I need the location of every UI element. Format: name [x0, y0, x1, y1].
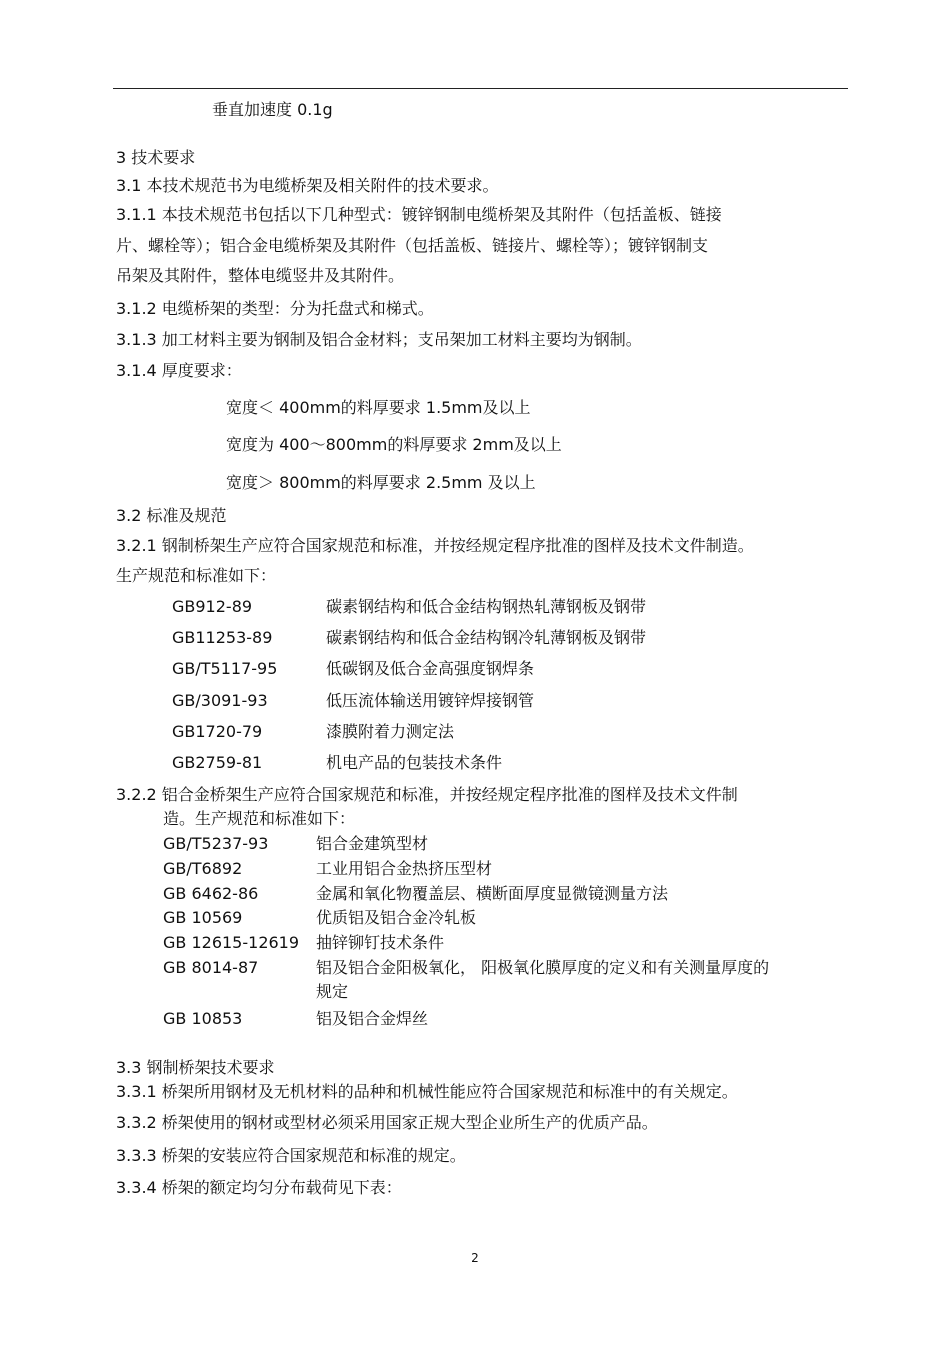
standard-code: GB/3091-93: [172, 691, 268, 710]
clause-3-3-1: 3.3.1 桥架所用钢材及无机材料的品种和机械性能应符合国家规范和标准中的有关规定。: [116, 1082, 738, 1101]
clause-3-3-3: 3.3.3 桥架的安装应符合国家规范和标准的规定。: [116, 1146, 466, 1165]
standard-desc: 碳素钢结构和低合金结构钢冷轧薄钢板及钢带: [326, 628, 647, 647]
clause-3-1-1-line2: 片、螺栓等）；铝合金电缆桥架及其附件（包括盖板、链接片、螺栓等）；镀锌钢制支: [116, 236, 709, 255]
standard-code: GB2759-81: [172, 753, 263, 772]
standard-desc: 碳素钢结构和低合金结构钢热轧薄钢板及钢带: [326, 597, 647, 616]
standard-desc: 金属和氧化物覆盖层、横断面厚度显微镜测量方法: [316, 884, 669, 903]
standard-code: GB/T5117-95: [172, 659, 278, 678]
header-line: 垂直加速度 0.1g: [212, 100, 333, 119]
standard-code: GB/T5237-93: [163, 834, 269, 853]
standard-desc: 铝及铝合金阳极氧化， 阳极氧化膜厚度的定义和有关测量厚度的: [316, 958, 770, 977]
clause-3-2-1-line1: 3.2.1 钢制桥架生产应符合国家规范和标准，并按经规定程序批准的图样及技术文件制造。: [116, 536, 754, 555]
standard-desc: 机电产品的包装技术条件: [326, 753, 503, 772]
clause-3-1-3: 3.1.3 加工材料主要为钢制及铝合金材料；支吊架加工材料主要均为钢制。: [116, 330, 642, 349]
clause-3-1-2: 3.1.2 电缆桥架的类型：分为托盘式和梯式。: [116, 299, 434, 318]
standard-desc: 铝合金建筑型材: [316, 834, 429, 853]
section-3-3-heading: 3.3 钢制桥架技术要求: [116, 1058, 275, 1077]
standard-desc: 漆膜附着力测定法: [326, 722, 455, 741]
standard-desc: 工业用铝合金热挤压型材: [316, 859, 493, 878]
standard-desc: 抽锌铆钉技术条件: [316, 933, 445, 952]
standard-code: GB 10853: [163, 1009, 243, 1028]
clause-3-2-2-line2: 造。生产规范和标准如下：: [163, 809, 356, 828]
standard-code: GB 12615-12619: [163, 933, 300, 952]
standard-code: GB1720-79: [172, 722, 263, 741]
standard-desc: 低压流体输送用镀锌焊接钢管: [326, 691, 535, 710]
page-number: 2: [471, 1251, 479, 1265]
clause-3-1-4: 3.1.4 厚度要求：: [116, 361, 242, 380]
standard-code: GB/T6892: [163, 859, 243, 878]
standard-code: GB 8014-87: [163, 958, 259, 977]
thickness-item: 宽度＜ 400mm的料厚要求 1.5mm及以上: [226, 398, 531, 417]
clause-3-3-2: 3.3.2 桥架使用的钢材或型材必须采用国家正规大型企业所生产的优质产品。: [116, 1113, 658, 1132]
standard-code: GB 6462-86: [163, 884, 259, 903]
header-rule: [113, 88, 848, 89]
clause-3-3-4: 3.3.4 桥架的额定均匀分布载荷见下表：: [116, 1178, 402, 1197]
clause-3-2-1-line2: 生产规范和标准如下：: [116, 566, 277, 585]
standard-code: GB912-89: [172, 597, 253, 616]
standard-code: GB 10569: [163, 908, 243, 927]
section-3-heading: 3 技术要求: [116, 148, 196, 167]
standard-desc: 铝及铝合金焊丝: [316, 1009, 429, 1028]
standard-code: GB11253-89: [172, 628, 273, 647]
thickness-item: 宽度为 400～800mm的料厚要求 2mm及以上: [226, 435, 562, 454]
section-3-2-heading: 3.2 标准及规范: [116, 506, 227, 525]
standard-desc-continued: 规定: [316, 982, 349, 1001]
clause-3-1: 3.1 本技术规范书为电缆桥架及相关附件的技术要求。: [116, 176, 499, 195]
clause-3-1-1-line1: 3.1.1 本技术规范书包括以下几种型式：镀锌钢制电缆桥架及其附件（包括盖板、链接: [116, 205, 722, 224]
standard-desc: 优质铝及铝合金冷轧板: [316, 908, 477, 927]
thickness-item: 宽度＞ 800mm的料厚要求 2.5mm 及以上: [226, 473, 536, 492]
clause-3-2-2-line1: 3.2.2 铝合金桥架生产应符合国家规范和标准，并按经规定程序批准的图样及技术文件制: [116, 785, 738, 804]
clause-3-1-1-line3: 吊架及其附件，整体电缆竖井及其附件。: [116, 266, 405, 285]
standard-desc: 低碳钢及低合金高强度钢焊条: [326, 659, 535, 678]
